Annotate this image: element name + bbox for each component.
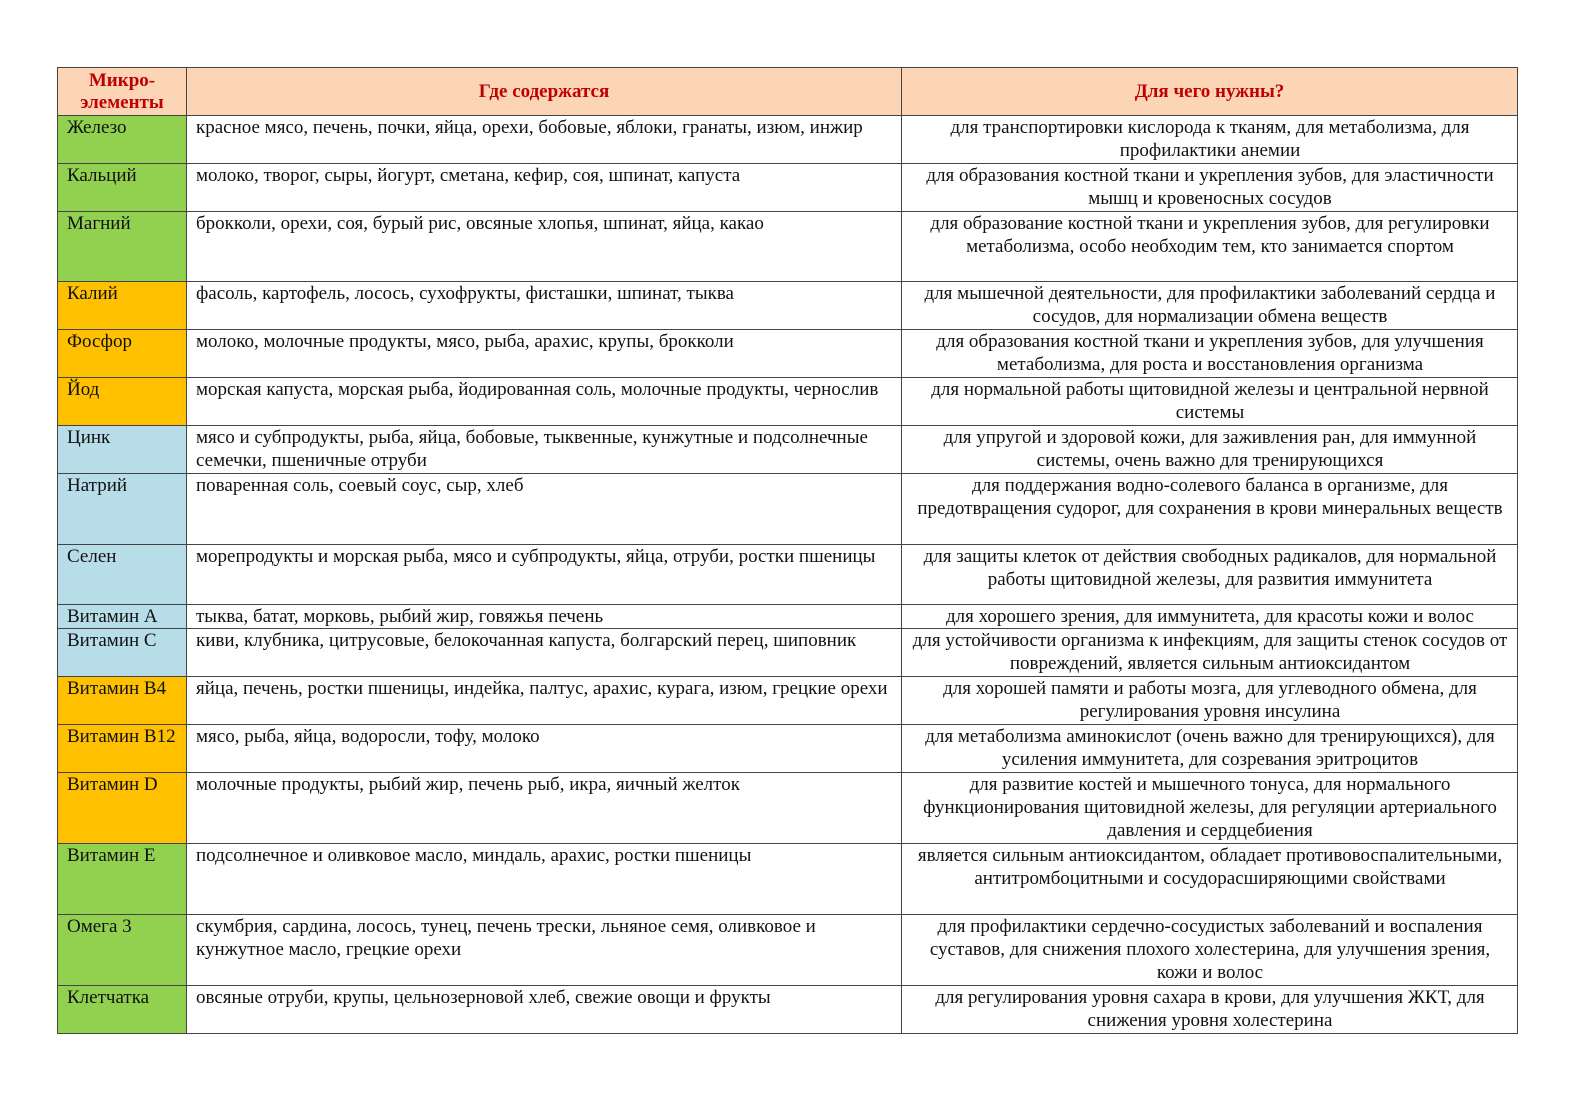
table-row (58, 629, 1518, 677)
nutrient-name: Кальций (58, 164, 187, 212)
nutrient-sources: яйца, печень, ростки пшеницы, индейка, палтус, арахис, курага, изюм, грецкие орехи (187, 677, 902, 725)
table-header-row (58, 68, 1518, 116)
nutrient-purpose: для транспортировки кислорода к тканям, для метаболизма, для профилактики анемии (902, 116, 1518, 164)
nutrient-purpose: для хорошего зрения, для иммунитета, для красоты кожи и волос (902, 605, 1518, 629)
nutrient-name: Витамин А (58, 605, 187, 629)
nutrient-name: Фосфор (58, 330, 187, 378)
nutrient-purpose: для образования костной ткани и укрепления зубов, для улучшения метаболизма, для роста и восстановления организма (902, 330, 1518, 378)
table-row (58, 212, 1518, 282)
nutrient-name: Витамин D (58, 773, 187, 844)
table-row (58, 773, 1518, 844)
nutrient-name: Цинк (58, 426, 187, 474)
nutrient-sources: мясо, рыба, яйца, водоросли, тофу, молоко (187, 725, 902, 773)
table-row (58, 426, 1518, 474)
nutrient-purpose: для нормальной работы щитовидной железы и центральной нервной системы (902, 378, 1518, 426)
table-row (58, 844, 1518, 915)
nutrient-purpose: для образование костной ткани и укрепления зубов, для регулировки метаболизма, особо необходим тем, кто занимается спортом (902, 212, 1518, 282)
header-purpose: Для чего нужны? (902, 68, 1518, 116)
nutrient-purpose: для регулирования уровня сахара в крови, для улучшения ЖКТ, для снижения уровня холестерина (902, 986, 1518, 1034)
nutrient-purpose: для хорошей памяти и работы мозга, для углеводного обмена, для регулирования уровня инсулина (902, 677, 1518, 725)
table-row (58, 677, 1518, 725)
table-row (58, 915, 1518, 986)
table-row (58, 986, 1518, 1034)
nutrient-name: Витамин С (58, 629, 187, 677)
nutrient-name: Витамин В12 (58, 725, 187, 773)
nutrient-sources: морская капуста, морская рыба, йодированная соль, молочные продукты, чернослив (187, 378, 902, 426)
nutrient-sources: молочные продукты, рыбий жир, печень рыб, икра, яичный желток (187, 773, 902, 844)
nutrient-name: Селен (58, 545, 187, 605)
nutrient-sources: брокколи, орехи, соя, бурый рис, овсяные хлопья, шпинат, яйца, какао (187, 212, 902, 282)
nutrient-purpose: для развитие костей и мышечного тонуса, для нормального функционирования щитовидной железы, для регуляции артериального давления и сердцебиения (902, 773, 1518, 844)
nutrient-sources: поваренная соль, соевый соус, сыр, хлеб (187, 474, 902, 545)
nutrient-table-page (57, 67, 1517, 1034)
nutrient-sources: подсолнечное и оливковое масло, миндаль, арахис, ростки пшеницы (187, 844, 902, 915)
nutrient-name: Омега 3 (58, 915, 187, 986)
table-row (58, 116, 1518, 164)
nutrient-purpose: для мышечной деятельности, для профилактики заболеваний сердца и сосудов, для нормализации обмена веществ (902, 282, 1518, 330)
nutrient-name: Витамин Е (58, 844, 187, 915)
table-row (58, 164, 1518, 212)
nutrient-sources: скумбрия, сардина, лосось, тунец, печень трески, льняное семя, оливковое и кунжутное масло, грецкие орехи (187, 915, 902, 986)
nutrient-name: Магний (58, 212, 187, 282)
table-row (58, 378, 1518, 426)
nutrient-purpose: для упругой и здоровой кожи, для заживления ран, для иммунной системы, очень важно для тренирующихся (902, 426, 1518, 474)
nutrient-name: Железо (58, 116, 187, 164)
table-row (58, 545, 1518, 605)
table-row (58, 725, 1518, 773)
nutrient-table (57, 67, 1518, 1034)
nutrient-purpose: для профилактики сердечно-сосудистых заболеваний и воспаления суставов, для снижения плохого холестерина, для улучшения зрения, кожи и волос (902, 915, 1518, 986)
nutrient-sources: морепродукты и морская рыба, мясо и субпродукты, яйца, отруби, ростки пшеницы (187, 545, 902, 605)
nutrient-purpose: для метаболизма аминокислот (очень важно для тренирующихся), для усиления иммунитета, для созревания эритроцитов (902, 725, 1518, 773)
table-row (58, 474, 1518, 545)
nutrient-purpose: для защиты клеток от действия свободных радикалов, для нормальной работы щитовидной железы, для развития иммунитета (902, 545, 1518, 605)
header-microelements: Микро-элементы (58, 68, 187, 116)
nutrient-sources: фасоль, картофель, лосось, сухофрукты, фисташки, шпинат, тыква (187, 282, 902, 330)
nutrient-name: Йод (58, 378, 187, 426)
nutrient-sources: красное мясо, печень, почки, яйца, орехи, бобовые, яблоки, гранаты, изюм, инжир (187, 116, 902, 164)
nutrient-sources: киви, клубника, цитрусовые, белокочанная капуста, болгарский перец, шиповник (187, 629, 902, 677)
table-row (58, 605, 1518, 629)
nutrient-name: Клетчатка (58, 986, 187, 1034)
nutrient-sources: овсяные отруби, крупы, цельнозерновой хлеб, свежие овощи и фрукты (187, 986, 902, 1034)
table-row (58, 282, 1518, 330)
nutrient-name: Натрий (58, 474, 187, 545)
nutrient-name: Калий (58, 282, 187, 330)
nutrient-sources: мясо и субпродукты, рыба, яйца, бобовые, тыквенные, кунжутные и подсолнечные семечки, пшеничные отруби (187, 426, 902, 474)
nutrient-purpose: является сильным антиоксидантом, обладает противовоспалительными, антитромбоцитными и сосудорасширяющими свойствами (902, 844, 1518, 915)
nutrient-name: Витамин В4 (58, 677, 187, 725)
nutrient-purpose: для поддержания водно-солевого баланса в организме, для предотвращения судорог, для сохранения в крови минеральных веществ (902, 474, 1518, 545)
header-sources: Где содержатся (187, 68, 902, 116)
nutrient-sources: молоко, творог, сыры, йогурт, сметана, кефир, соя, шпинат, капуста (187, 164, 902, 212)
table-row (58, 330, 1518, 378)
nutrient-purpose: для образования костной ткани и укрепления зубов, для эластичности мышц и кровеносных сосудов (902, 164, 1518, 212)
nutrient-purpose: для устойчивости организма к инфекциям, для защиты стенок сосудов от повреждений, является сильным антиоксидантом (902, 629, 1518, 677)
nutrient-sources: молоко, молочные продукты, мясо, рыба, арахис, крупы, брокколи (187, 330, 902, 378)
nutrient-sources: тыква, батат, морковь, рыбий жир, говяжья печень (187, 605, 902, 629)
